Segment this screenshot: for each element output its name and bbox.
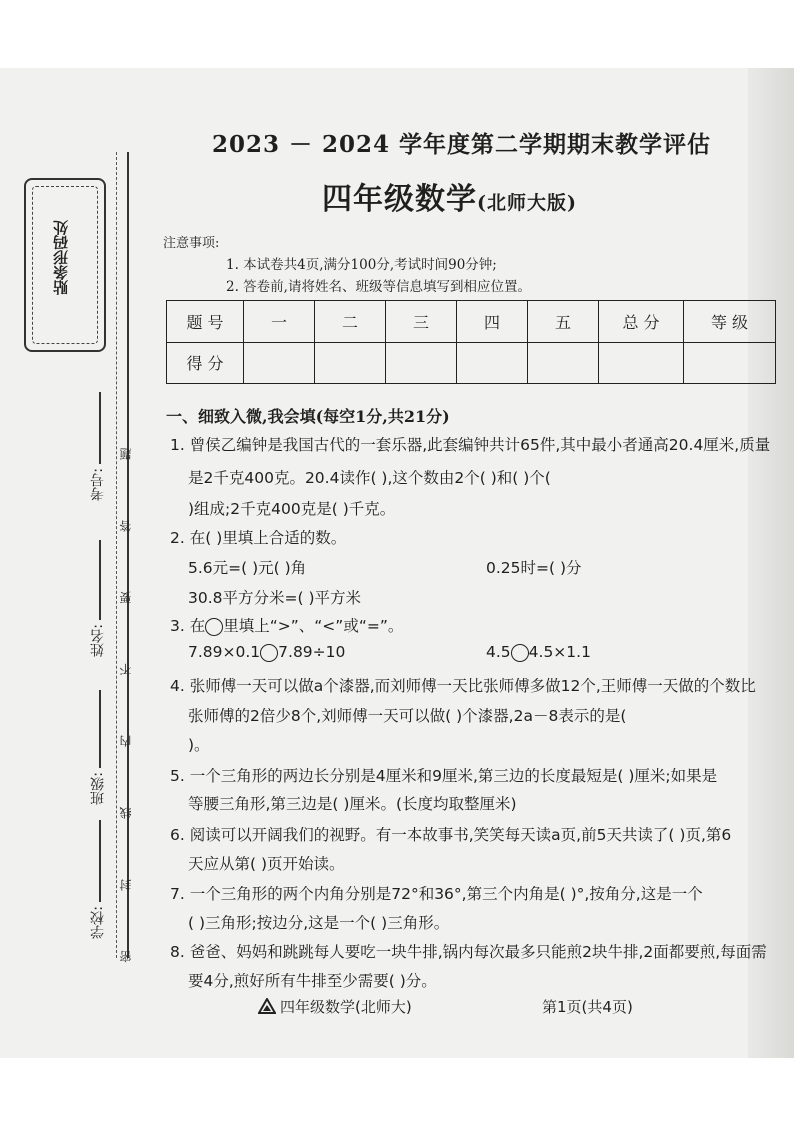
question-text: 3. 在 — [170, 617, 206, 635]
table-cell: 二 — [315, 301, 386, 343]
barcode-area — [24, 178, 106, 352]
comparison-circle-blank[interactable] — [511, 644, 529, 662]
name-field[interactable] — [99, 540, 101, 620]
triangle-logo-icon — [258, 998, 276, 1014]
question-line: 4. 张师傅一天可以做a个漆器,而刘师傅一天比张师傅多做12个,王师傅一天做的个数比 — [170, 677, 756, 695]
expression: 7.89×0.1 — [188, 643, 261, 661]
question-line: 等腰三角形,第三边是( )厘米。(长度均取整厘米) — [188, 795, 517, 813]
school-field[interactable] — [99, 820, 101, 902]
score-cell[interactable] — [315, 342, 386, 384]
question-line: )组成;2千克400克是( )千克。 — [188, 500, 396, 518]
barcode-label: 贴条形码处 — [52, 220, 70, 295]
question-line: ( )三角形;按边分,这是一个( )三角形。 — [188, 914, 450, 932]
question-line: 2. 在( )里填上合适的数。 — [170, 529, 347, 547]
question-line: 8. 爸爸、妈妈和跳跳每人要吃一块牛排,锅内每次最多只能煎2块牛排,2面都要煎,每面需 — [170, 943, 767, 961]
exam-subtitle — [322, 174, 577, 218]
school-label: 学校: — [90, 906, 106, 939]
section-heading: 一、细致入微,我会填(每空1分,共21分) — [166, 407, 450, 426]
score-table — [166, 300, 776, 384]
table-cell: 等 级 — [684, 301, 776, 343]
table-cell: 三 — [386, 301, 457, 343]
table-cell: 得 分 — [167, 342, 244, 384]
expression: 4.5×1.1 — [528, 643, 591, 661]
expression: 7.89÷10 — [278, 643, 346, 661]
score-cell[interactable] — [528, 342, 599, 384]
expression: 4.5 — [486, 643, 511, 661]
paper-edge-shadow — [748, 68, 794, 1058]
name-label: 姓名: — [90, 624, 106, 657]
question-line: 1. 曾侯乙编钟是我国古代的一套乐器,此套编钟共计65件,其中最小者通高20.4厘米,质量 — [170, 436, 771, 454]
number-field[interactable] — [99, 392, 101, 464]
comparison-item — [188, 643, 345, 662]
question-line: 0.25时=( )分 — [486, 559, 582, 577]
edition-name: (北师大版) — [477, 192, 577, 214]
question-line: 天应从第( )页开始读。 — [188, 855, 345, 873]
question-line: 7. 一个三角形的两个内角分别是72°和36°,第三个内角是( )°,按角分,这是一个 — [170, 885, 703, 903]
score-cell[interactable] — [386, 342, 457, 384]
score-table-header-row — [167, 301, 776, 343]
question-line: 5.6元=( )元( )角 — [188, 559, 307, 577]
score-cell[interactable] — [244, 342, 315, 384]
question-line — [170, 614, 403, 636]
score-cell[interactable] — [599, 342, 684, 384]
footer-subject: 四年级数学(北师大) — [280, 998, 412, 1016]
question-line: 5. 一个三角形的两边长分别是4厘米和9厘米,第三边的长度最短是( )厘米;如果是 — [170, 767, 718, 785]
notes-heading: 注意事项: — [163, 236, 220, 251]
question-line: 张师傅的2倍少8个,刘师傅一天可以做( )个漆器,2a－8表示的是( — [188, 707, 627, 725]
question-line: 是2千克400克。20.4读作( ),这个数由2个( )和( )个( — [188, 469, 551, 487]
comparison-circle-icon — [205, 618, 223, 636]
table-cell: 四 — [457, 301, 528, 343]
number-label: 考号: — [90, 468, 106, 501]
score-cell[interactable] — [457, 342, 528, 384]
table-cell: 五 — [528, 301, 599, 343]
footer-page-number: 第1页(共4页) — [542, 998, 633, 1016]
note-item: 1. 本试卷共4页,满分100分,考试时间90分钟; — [226, 257, 497, 273]
comparison-item — [486, 643, 591, 662]
class-field[interactable] — [99, 690, 101, 768]
question-line: 6. 阅读可以开阔我们的视野。有一本故事书,笑笑每天读a页,前5天共读了( )页,第6 — [170, 826, 732, 844]
subject-name: 四年级数学 — [322, 182, 477, 217]
table-cell: 题 号 — [167, 301, 244, 343]
score-table-score-row — [167, 342, 776, 384]
question-text: 里填上“>”、“<”或“=”。 — [223, 617, 404, 635]
seal-notice: 密 封 线 内 不 要 答 题 — [119, 420, 133, 963]
table-cell: 一 — [244, 301, 315, 343]
note-item: 2. 答卷前,请将姓名、班级等信息填写到相应位置。 — [226, 279, 531, 295]
question-line: )。 — [188, 736, 210, 754]
exam-title: 2023 － 2024 学年度第二学期期末教学评估 — [212, 131, 712, 158]
table-cell: 总 分 — [599, 301, 684, 343]
question-line: 要4分,煎好所有牛排至少需要( )分。 — [188, 972, 437, 990]
comparison-circle-blank[interactable] — [260, 644, 278, 662]
question-line: 30.8平方分米=( )平方米 — [188, 589, 362, 607]
class-label: 班级: — [90, 772, 106, 805]
score-cell[interactable] — [684, 342, 776, 384]
